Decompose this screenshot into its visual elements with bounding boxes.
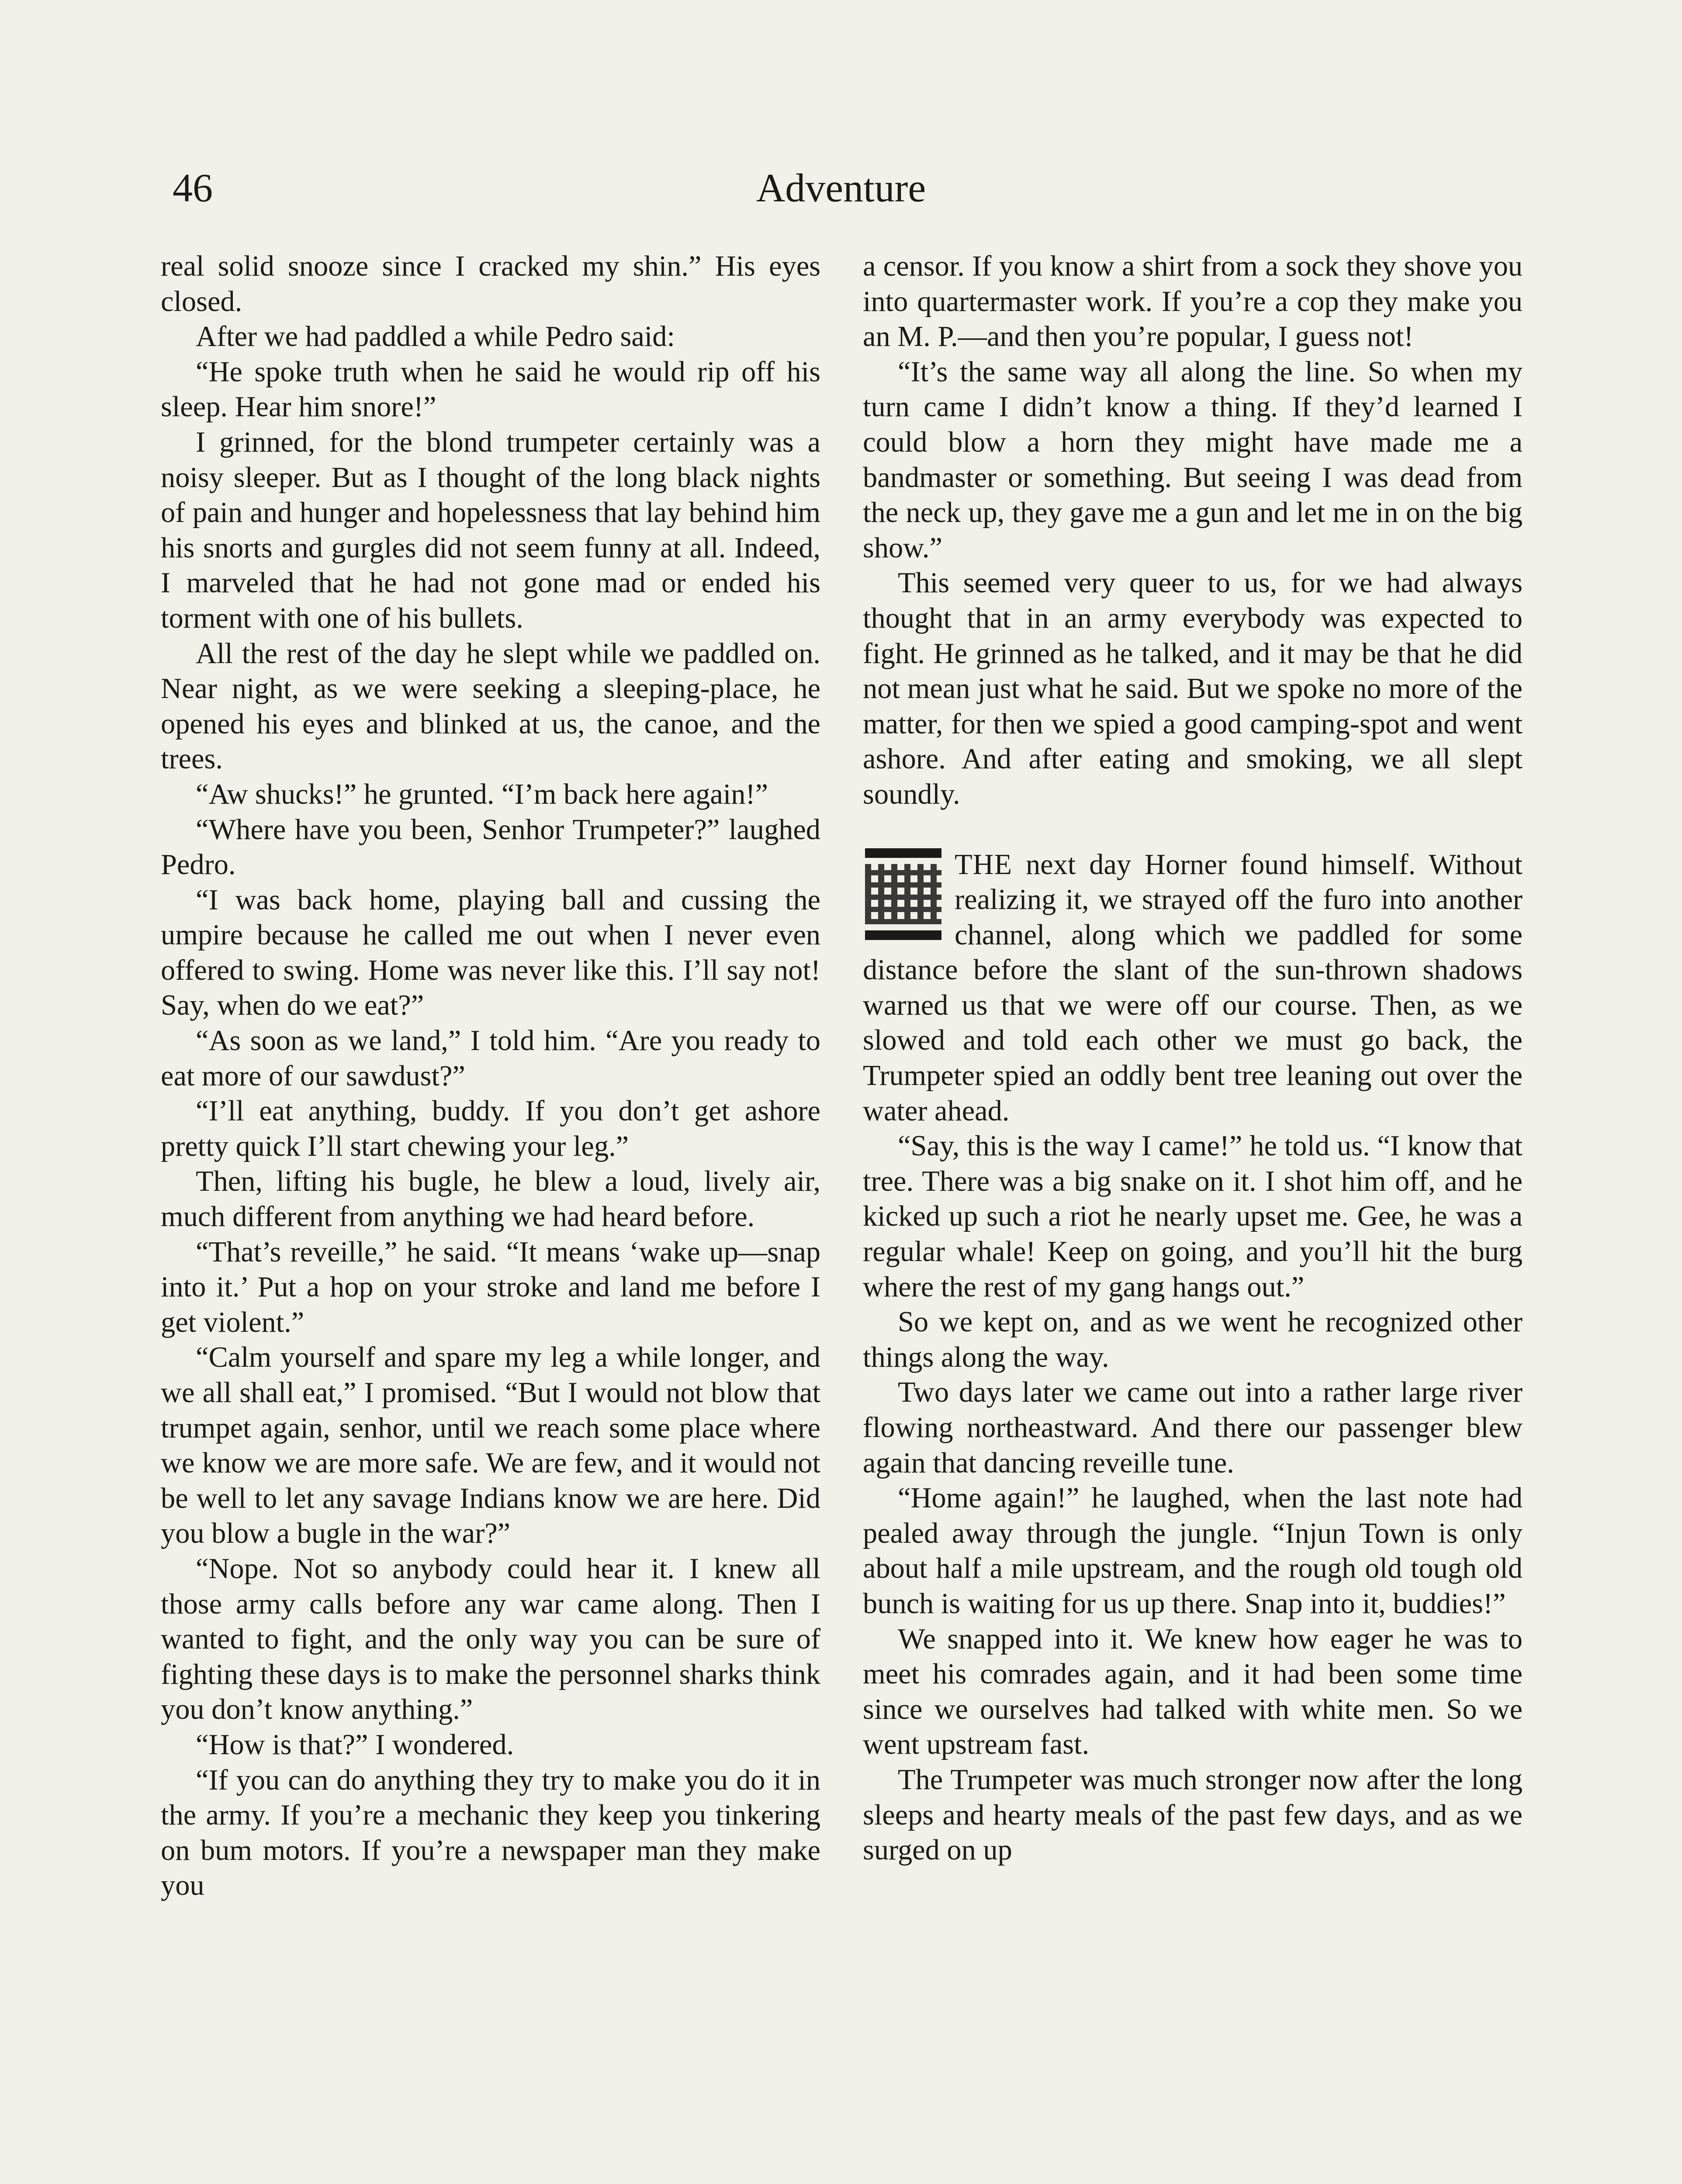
paragraph: The Trumpeter was much stronger now after the long sleeps and hearty meals of the past few days, and as we surged on up [863, 1763, 1523, 1866]
paragraph: “I was back home, playing ball and cussing the umpire because he called me out when I never even offered to swing. Home was never like this. I’ll say not! Say, when do we eat?” [161, 884, 820, 1022]
paragraph: “As soon as we land,” I told him. “Are you ready to eat more of our sawdust?” [161, 1025, 820, 1092]
paragraph: “Home again!” he laughed, when the last note had pealed away through the jungle. “Injun Town is only about half a mile upstream, and the rough old tough old bunch is waiting for us up there. Snap into it, buddies!” [863, 1482, 1523, 1620]
page-header [166, 162, 1516, 218]
paragraph: real solid snooze since I cracked my shin.” His eyes closed. [161, 250, 820, 318]
paragraph: “I’ll eat anything, buddy. If you don’t get ashore pretty quick I’ll start chewing your leg.” [161, 1095, 820, 1162]
paragraph: We snapped into it. We knew how eager he was to meet his comrades again, and it had been some time since we ourselves had talked with white men. So we went upstream fast. [863, 1623, 1523, 1761]
running-title: Adventure [756, 166, 926, 210]
paragraph: This seemed very queer to us, for we had always thought that in an army everybody was expected to fight. He grinned as he talked, and it may be that he did not mean just what he said. But we spoke no more of the matter, for then we spied a good camping-spot and went ashore. And after eating and smoking, we all slept soundly. [863, 567, 1523, 810]
ornament-icon [865, 848, 941, 940]
paragraph: “It’s the same way all along the line. So when my turn came I didn’t know a thing. If they’d learned I could blow a horn they might have made me a bandmaster or something. But seeing I was dead from the neck up, they gave me a gun and let me in on the big show.” [863, 356, 1523, 564]
paragraph: “Say, this is the way I came!” he told us. “I know that tree. There was a big snake on it. I shot him off, and he kicked up such a riot he nearly upset me. Gee, he was a regular whale! Keep on going, and you’ll hit the burg where the rest of my gang hangs out.” [863, 1130, 1523, 1303]
paragraph: Two days later we came out into a rather large river flowing northeastward. And there our passenger blew again that dancing reveille tune. [863, 1376, 1523, 1479]
section-lead-paragraph [863, 847, 1523, 1129]
section-lead-in: THE [955, 848, 1013, 881]
right-column [863, 249, 1523, 1868]
section-lead-text: next day Horner found himself. Without realizing it, we strayed off the furo into another channel, along which we paddled for some distance before the slant of the sun-thrown shadows warned us that we were off our course. Then, as we slowed and told each other we must go back, the Trumpeter spied an oddly bent tree leaning out over the water ahead. [863, 848, 1523, 1127]
paragraph: “He spoke truth when he said he would rip off his sleep. Hear him snore!” [161, 356, 820, 423]
page-number: 46 [173, 166, 213, 210]
paragraph: “Where have you been, Senhor Trumpeter?” laughed Pedro. [161, 813, 820, 881]
paragraph: So we kept on, and as we went he recognized other things along the way. [863, 1306, 1523, 1373]
paragraph: I grinned, for the blond trumpeter certainly was a noisy sleeper. But as I thought of the long black nights of pain and hunger and hopelessness that lay behind him his snorts and gurgles did not seem funny at all. Indeed, I marveled that he had not gone mad or ended his torment with one of his bullets. [161, 426, 820, 634]
paragraph: “How is that?” I wondered. [196, 1728, 514, 1761]
paragraph: All the rest of the day he slept while we paddled on. Near night, as we were seeking a sleeping-place, he opened his eyes and blinked at us, the canoe, and the trees. [161, 637, 820, 775]
paragraph: “Aw shucks!” he grunted. “I’m back here again!” [196, 778, 768, 810]
paragraph: “Calm yourself and spare my leg a while longer, and we all shall eat,” I promised. “But I would not blow that trumpet again, senhor, until we reach some place where we know we are more safe. We are few, and it would not be well to let any savage Indians know we are here. Did you blow a bugle in the war?” [161, 1341, 820, 1550]
paragraph: Then, lifting his bugle, he blew a loud, lively air, much different from anything we had heard before. [161, 1165, 820, 1233]
paragraph: a censor. If you know a shirt from a sock they shove you into quartermaster work. If you’re a cop they make you an M. P.—and then you’re popular, I guess not! [863, 250, 1523, 353]
paragraph: After we had paddled a while Pedro said: [196, 321, 675, 353]
paragraph: “Nope. Not so anybody could hear it. I knew all those army calls before any war came along. Then I wanted to fight, and the only way you can be sure of fighting these days is to make the personnel sharks think you don’t know anything.” [161, 1552, 820, 1726]
paragraph: “That’s reveille,” he said. “It means ‘wake up—snap into it.’ Put a hop on your stroke and land me before I get violent.” [161, 1236, 820, 1338]
section-break [863, 847, 1523, 1129]
left-column [161, 249, 820, 1904]
paragraph: “If you can do anything they try to make you do it in the army. If you’re a mechanic they keep you tinkering on bum motors. If you’re a newspaper man they make you [161, 1764, 820, 1902]
